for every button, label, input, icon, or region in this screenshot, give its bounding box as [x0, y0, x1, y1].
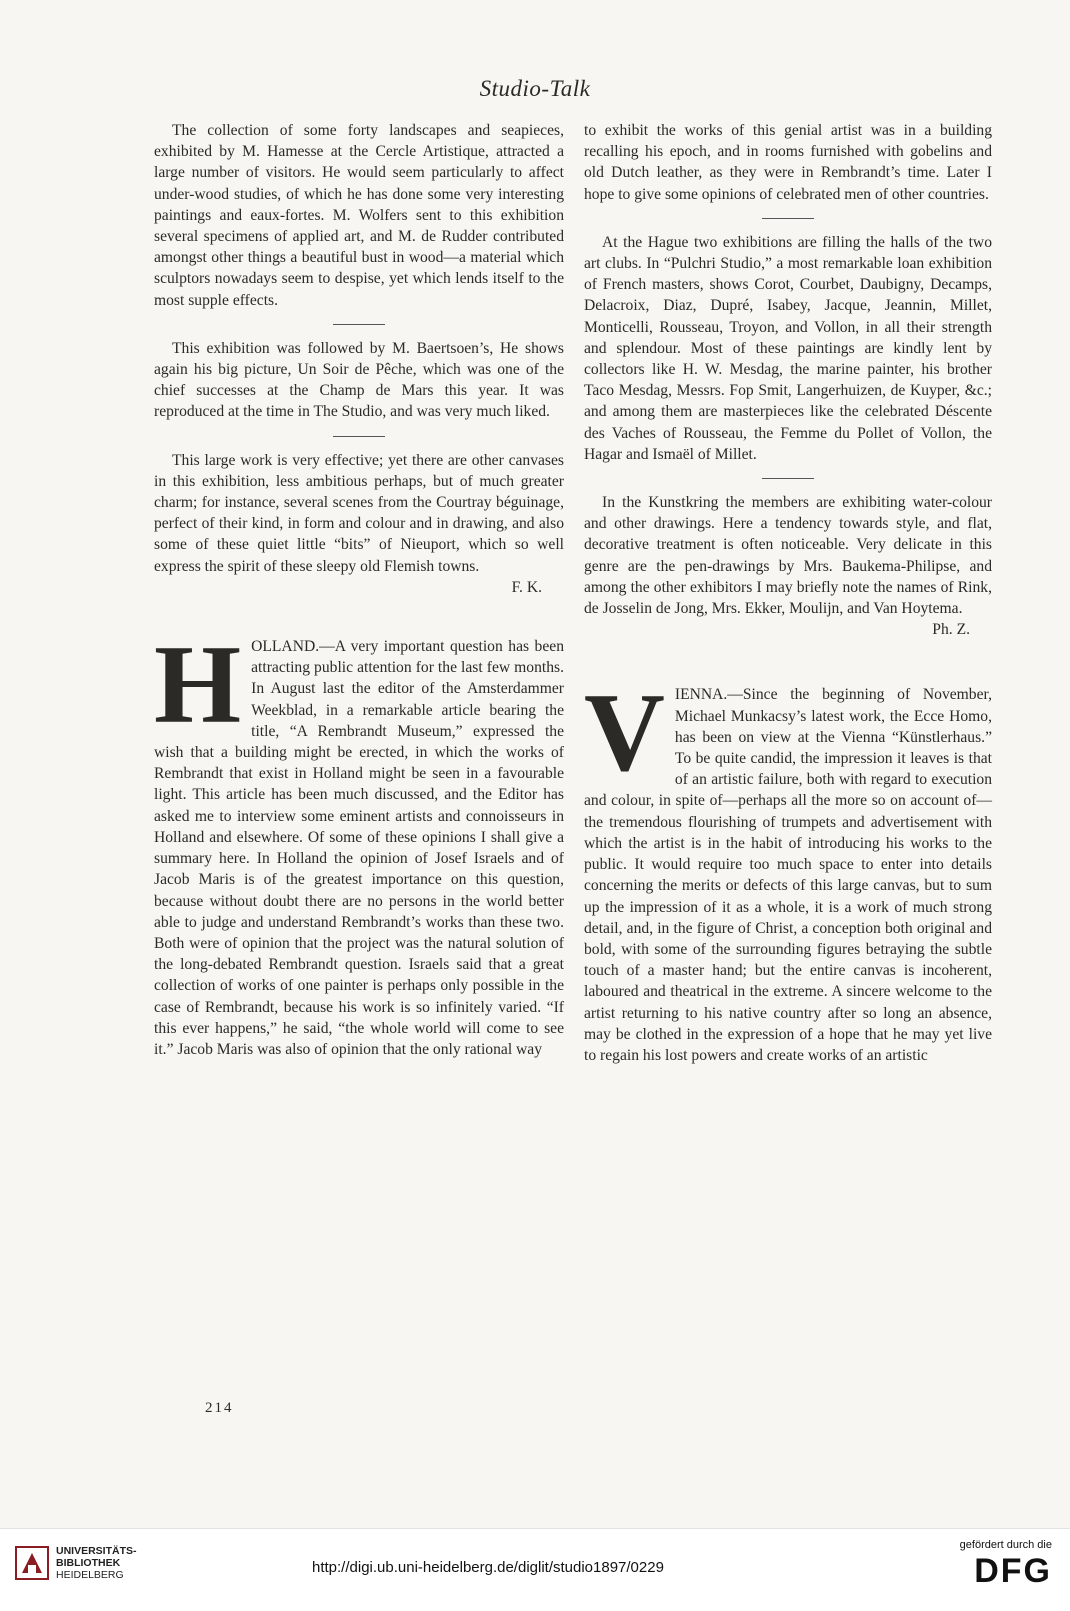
- drop-cap: H: [154, 623, 242, 748]
- paragraph: At the Hague two exhibitions are filling the halls of the two art clubs. In “Pulchri Studio,” a most remarkable loan exhibition of French masters, shows Corot, Courbet, Daubigny, Decamps, Delacroix, Diaz, Dupré, Isabey, Jacque, Jeannin, Millet, Monticelli, Rousseau, Troyon, and Vollon, in all their strength and splendour. Most of these paintings are kindly lent by collectors like H. W. Mesdag, the marine painter, his brother Taco Mesdag, Messrs. Fop Smit, Langerhuizen, de Kuyper, &c.; and among them are masterpieces like the celebrated Déscente des Vaches of Rousseau, the Femme du Pollet of Vollon, the Hagar and Ismaël of Millet.: [584, 233, 992, 463]
- library-logo-icon: [14, 1543, 50, 1588]
- section-divider: [333, 324, 385, 325]
- holland-section: [154, 623, 564, 1060]
- source-url-link[interactable]: http://digi.ub.uni-heidelberg.de/diglit/studio1897/0229: [312, 1559, 664, 1576]
- page-number: 214: [205, 1400, 234, 1416]
- dfg-logo: DFG: [974, 1552, 1052, 1590]
- section-divider: [762, 218, 814, 219]
- section-divider: [333, 436, 385, 437]
- paragraph: IENNA.—Since the beginning of November, Michael Munkacsy’s latest work, the Ecce Homo, has been on view at the Vienna “Künstlerhaus.” To be quite candid, the impression it leaves is that of an artistic failure, both with regard to execution and colour, in spite of—perhaps all the more so on account of—the tremendous flourishing of trumpets and advertisement with which the artist is in the habit of introducing his works to the public. It would require too much space to enter into details concerning the merits or defects of this large canvas, but to sum up the impression of it as a whole, it is a work of much strong detail, and, in the figure of Christ, a conception both original and bold, with some of the surrounding figures betraying the subtle touch of a master hand; but the entire canvas is incoherent, laboured and theatrical in the extreme. A sincere welcome to the artist returning to his native country after so long an absence, may be clothed in the expression of a hope that he may yet live to regain his lost powers and create works of an artistic: [584, 686, 992, 1064]
- drop-cap: V: [584, 671, 665, 796]
- author-signature: Ph. Z.: [932, 621, 970, 639]
- paragraph: This large work is very effective; yet there are other canvases in this exhibition, less ambitious perhaps, but of much greater charm; for instance, several scenes from the Courtray béguinage, perfect of their kind, in form and colour and in drawing, and also some of these quiet little “bits” of Nieuport, which so well express the spirit of these sleepy old Flemish towns.: [154, 451, 564, 575]
- paragraph: to exhibit the works of this genial artist was in a building recalling his epoch, and in rooms furnished with gobelins and old Dutch leather, as they were in Rembrandt’s time. Later I hope to give some opinions of celebrated men of other countries.: [584, 122, 992, 203]
- paragraph: OLLAND.—A very important question has been attracting public attention for the last few months. In August last the editor of the Amsterdammer Weekblad, in a remarkable article bearing the title, “A Rembrandt Museum,” expressed the wish that a building might be erected, in which the works of Rembrandt that exist in Holland might be seen in a favourable light. This article has been much discussed, and the Editor has asked me to interview some eminent artists and connoisseurs in Holland and elsewhere. Of some of these opinions I shall give a summary here. In Holland the opinion of Josef Israels and of Jacob Maris is of the greatest importance on this question, because without doubt there are no persons in the world better able to judge and understand Rembrandt’s works than these two. Both were of opinion that the project was the natural solution of the long-debated Rembrandt question. Israels said that a great collection of works of one painter is perhaps only possible in the case of Rembrandt, because his work is so infinitely varied. “If this ever happens,” he said, “the whole world will come to see it.” Jacob Maris was also of opinion that the only rational way: [154, 638, 564, 1058]
- paragraph: The collection of some forty landscapes and seapieces, exhibited by M. Hamesse at the Cercle Artistique, attracted a large number of visitors. He would seem particularly to affect under-wood studies, of which he has done some very interesting paintings and eaux-fortes. M. Wolfers sent to this exhibition several specimens of applied art, and M. de Rudder contributed amongst other things a beautiful bust in wood—a material which sculptors nowadays seem to despise, yet which lends itself to the most supple effects.: [154, 122, 564, 309]
- signature-line: [584, 619, 992, 640]
- right-column: [584, 120, 992, 1066]
- library-name: UNIVERSITÄTS- BIBLIOTHEK HEIDELBERG: [56, 1545, 137, 1581]
- vienna-section: [584, 671, 992, 1066]
- left-column: [154, 120, 564, 1060]
- page-header: Studio-Talk: [479, 76, 591, 101]
- paragraph: This exhibition was followed by M. Baertsoen’s, He shows again his big picture, Un Soir de Pêche, which was one of the chief successes at the Champ de Mars this year. It was reproduced at the time in The Studio, and was very much liked.: [154, 339, 564, 421]
- funded-by-label: gefördert durch die: [959, 1539, 1052, 1551]
- funding-credit: [960, 1539, 1052, 1591]
- paragraph: In the Kunstkring the members are exhibiting water-colour and other drawings. Here a tendency towards style, and flat, decorative treatment is often noticeable. Very delicate in this genre are the pen-drawings by Mrs. Baukema-Philipse, and among the other exhibitors I may briefly note the names of Rink, de Josselin de Jong, Mrs. Ekker, Moulijn, and Van Hoytema.: [584, 494, 992, 618]
- digitization-footer: [0, 1528, 1070, 1611]
- section-divider: [762, 478, 814, 479]
- author-signature: F. K.: [511, 578, 542, 596]
- signature-line: [154, 577, 564, 598]
